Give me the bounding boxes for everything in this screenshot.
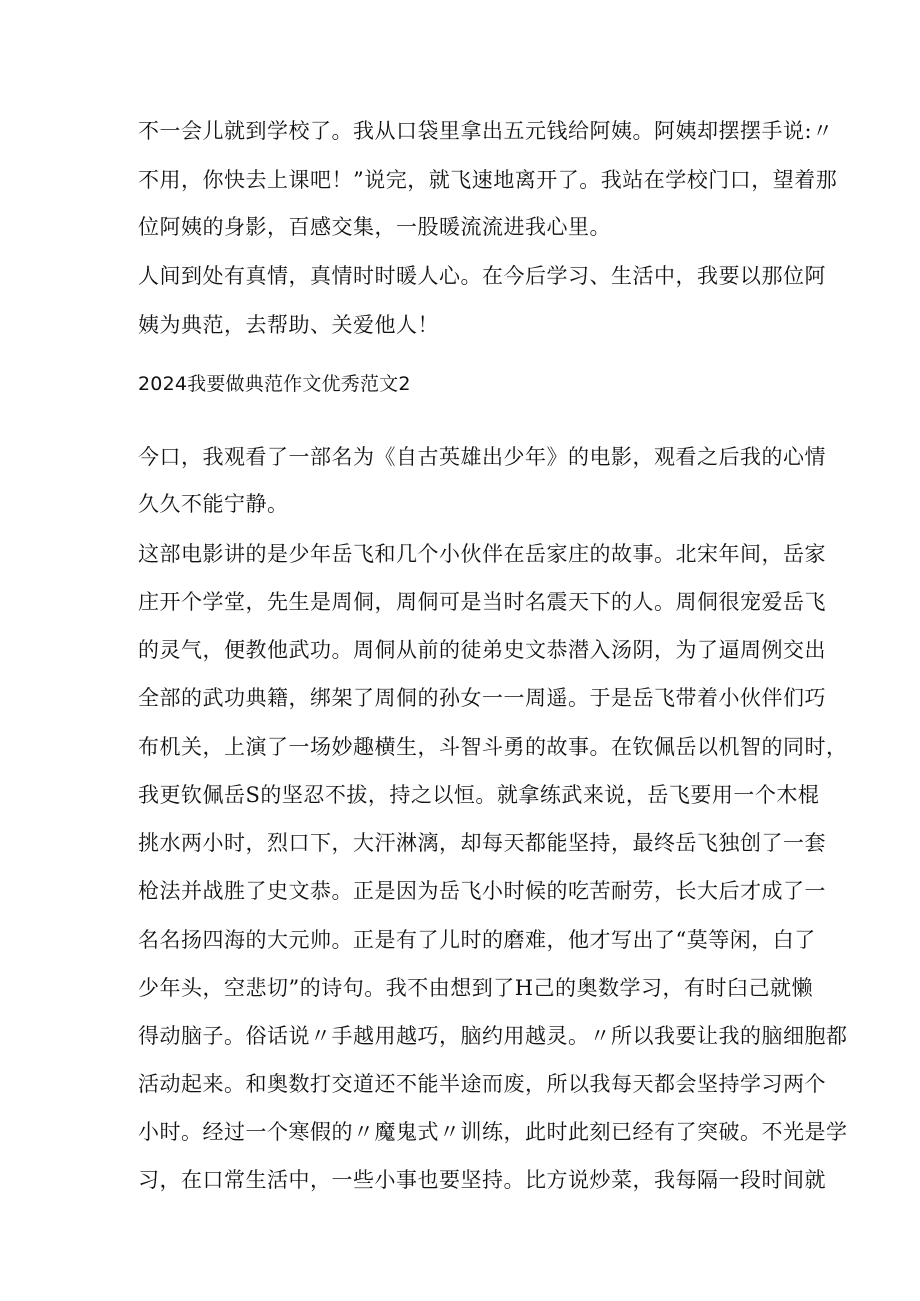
paragraph-line: 小时。经过一个寒假的〃魔鬼式〃训练，此时此刻已经有了突破。不光是学 <box>138 1120 848 1144</box>
paragraph-line: 庄开个学堂，先生是周侗，周侗可是当时名震天下的人。周侗很宠爱岳飞 <box>138 590 826 614</box>
paragraph-line: 少年头，空悲切”的诗句。我不由想到了H己的奥数学习，有时臼己就懒 <box>138 976 814 1000</box>
paragraph-line: 我更钦佩岳S的坚忍不拔，持之以恒。就拿练武来说，岳飞要用一个木棍 <box>138 783 820 807</box>
paragraph-line: 全部的武功典籍，绑架了周侗的孙女一一周遥。于是岳飞带着小伙伴们巧 <box>138 686 826 710</box>
paragraph-line: 久久不能宁静。 <box>138 492 289 516</box>
paragraph-line: 名名扬四海的大元帅。正是有了儿时的磨难，他才写出了“莫等闲，白了 <box>138 928 816 952</box>
paragraph-line: 今口，我观看了一部名为《自古英雄出少年》的电影，观看之后我的心情 <box>138 445 826 469</box>
paragraph-line: 活动起来。和奥数打交道还不能半途而废，所以我每天都会坚持学习两个 <box>138 1072 826 1096</box>
paragraph-line: 位阿姨的身影，百感交集，一股暖流流进我心里。 <box>138 215 611 239</box>
paragraph-line: 挑水两小时，烈口下，大汗淋漓，却每天都能坚持，最终岳飞独创了一套 <box>138 831 826 855</box>
section-heading: 2024我要做典范作文优秀范文2 <box>138 373 411 395</box>
paragraph-line: 的灵气，便教他武功。周侗从前的徒弟史文恭潜入汤阴，为了逼周例交出 <box>138 638 826 662</box>
paragraph-line: 得动脑子。俗话说〃手越用越巧，脑约用越灵。〃所以我要让我的脑细胞都 <box>138 1024 848 1048</box>
paragraph-line: 不一会儿就到学校了。我从口袋里拿出五元钱给阿姨。阿姨却摆摆手说:〃 <box>138 119 834 143</box>
paragraph-line: 不用，你快去上课吧！”说完，就飞速地离开了。我站在学校门口，望着那 <box>138 168 838 192</box>
paragraph-line: 这部电影讲的是少年岳飞和几个小伙伴在岳家庄的故事。北宋年间，岳家 <box>138 542 826 566</box>
paragraph-line: 布机关，上演了一场妙趣横生，斗智斗勇的故事。在钦佩岳以机智的同时， <box>138 735 848 759</box>
paragraph-line: 枪法并战胜了史文恭。正是因为岳飞小时候的吃苦耐劳，长大后才成了一 <box>138 879 826 903</box>
paragraph-line: 姨为典范，去帮助、关爱他人！ <box>138 313 439 337</box>
paragraph-line: 习，在口常生活中，一些小事也要坚持。比方说炒菜，我每隔一段时间就 <box>138 1168 826 1192</box>
paragraph-line: 人间到处有真情，真情时时暖人心。在今后学习、生活中，我要以那位阿 <box>138 264 826 288</box>
